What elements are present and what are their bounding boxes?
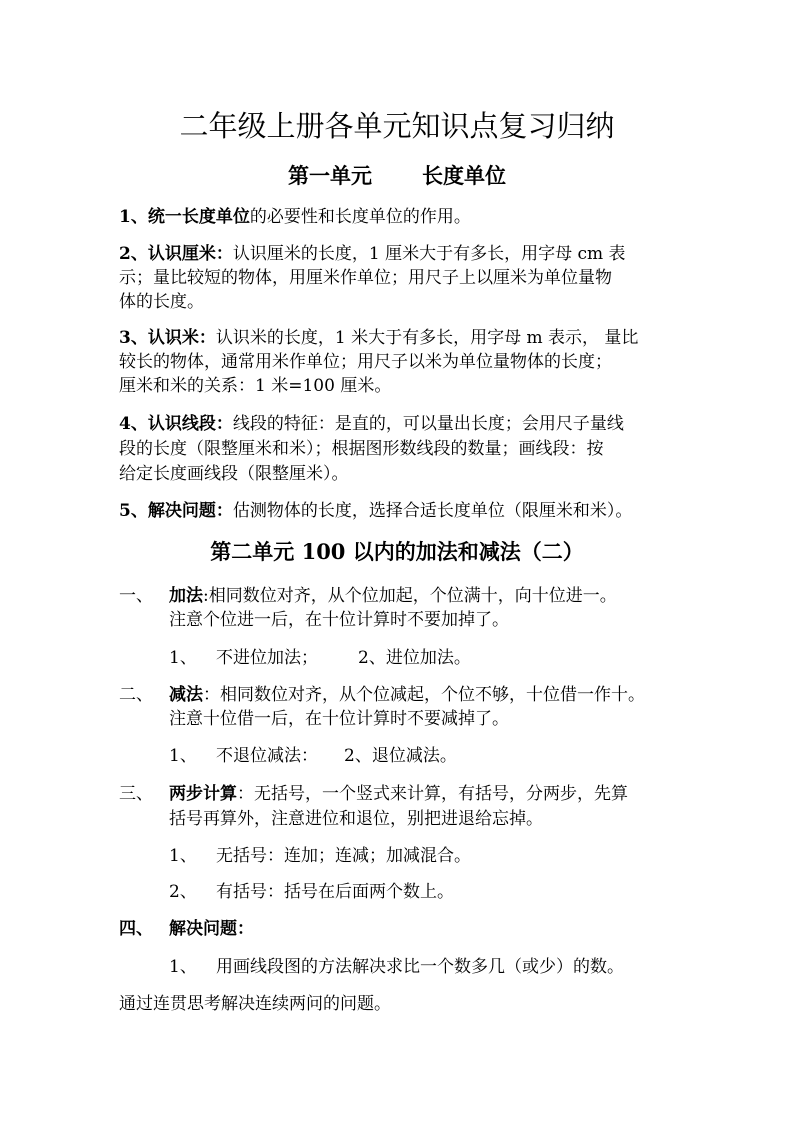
sub-item-b: 2、退位减法。 xyxy=(344,746,457,766)
item-text: 认识厘米的长度，1 厘米大于有多长，用字母 cm 表 xyxy=(232,244,626,264)
item-number: 4、 xyxy=(119,414,148,434)
section-number: 一、 xyxy=(119,586,153,606)
section-1-sub-number: 1、 xyxy=(169,648,197,668)
item-keyword: 认识厘米： xyxy=(147,244,233,264)
section-number: 二、 xyxy=(119,685,153,705)
section-2-line2: 注意十位借一后，在十位计算时不要减掉了。 xyxy=(169,709,509,729)
item-text: 认识米的长度，1 米大于有多长，用字母 m 表示， 量比 xyxy=(215,328,639,348)
item-number: 2、 xyxy=(119,244,148,264)
sub-item-a: 不退位减法： xyxy=(216,746,318,766)
section-2-sub-number: 1、 xyxy=(169,746,197,766)
section-text: :相同数位对齐，从个位加起，个位满十，向十位进一。 xyxy=(203,586,617,606)
section-text: ：无括号，一个竖式来计算，有括号，分两步，先算 xyxy=(237,784,628,804)
unit2-heading: 第二单元 100 以内的加法和减法（二） xyxy=(210,539,584,564)
item-keyword: 解决问题： xyxy=(147,501,233,521)
section-keyword: 减法 xyxy=(169,685,203,705)
unit1-item-4 xyxy=(119,411,624,437)
unit1-item-3-line2: 较长的物体，通常用米作单位；用尺子以米为单位量物体的长度； xyxy=(119,352,612,372)
sub-item-b: 2、进位加法。 xyxy=(358,648,471,668)
item-keyword: 认识线段： xyxy=(147,414,233,434)
section-3-sub2-number: 2、 xyxy=(169,882,197,902)
item-number: 3、 xyxy=(119,328,148,348)
section-4-line1: 解决问题： xyxy=(169,919,254,939)
unit1-heading-number: 第一单元 xyxy=(288,163,372,188)
unit1-item-3-line3: 厘米和米的关系：1 米=100 厘米。 xyxy=(119,376,392,396)
unit1-item-4-line2: 段的长度（限整厘米和米）；根据图形数线段的数量；画线段：按 xyxy=(119,439,604,459)
unit1-item-1 xyxy=(119,204,471,230)
item-number: 1、 xyxy=(119,207,148,227)
document-title: 二年级上册各单元知识点复习归纳 xyxy=(179,109,615,143)
section-number: 四、 xyxy=(119,919,153,939)
section-text: ：相同数位对齐，从个位减起，个位不够，十位借一作十。 xyxy=(203,685,645,705)
unit1-heading xyxy=(0,162,794,190)
section-3-line1 xyxy=(169,781,628,807)
section-1-line2: 注意个位进一后，在十位计算时不要加掉了。 xyxy=(169,610,509,630)
item-text: 的必要性和长度单位的作用。 xyxy=(249,207,471,227)
unit1-item-2 xyxy=(119,241,626,267)
section-2-line1 xyxy=(169,682,645,708)
section-3-line2: 括号再算外，注意进位和退位，别把进退给忘掉。 xyxy=(169,809,543,829)
section-keyword: 加法 xyxy=(169,586,203,606)
section-keyword: 两步计算 xyxy=(169,784,237,804)
unit1-item-5 xyxy=(119,498,632,524)
unit1-item-3 xyxy=(119,325,638,351)
unit2-footer-note: 通过连贯思考解决连续两问的问题。 xyxy=(119,994,391,1014)
unit1-item-2-line3: 体的长度。 xyxy=(119,292,204,312)
item-keyword: 统一长度单位 xyxy=(147,207,250,227)
section-1-sub-text xyxy=(216,645,471,671)
item-number: 5、 xyxy=(119,501,148,521)
section-3-sub2-text: 有括号：括号在后面两个数上。 xyxy=(216,882,454,902)
item-text: 估测物体的长度，选择合适长度单位（限厘米和米）。 xyxy=(232,501,633,521)
item-text: 线段的特征：是直的，可以量出长度；会用尺子量线 xyxy=(232,414,624,434)
sub-item-a: 不进位加法； xyxy=(216,648,318,668)
section-3-sub1-number: 1、 xyxy=(169,846,197,866)
unit1-heading-topic: 长度单位 xyxy=(422,163,506,188)
section-4-sub-text: 用画线段图的方法解决求比一个数多几（或少）的数。 xyxy=(216,957,624,977)
section-3-sub1-text: 无括号：连加；连减；加减混合。 xyxy=(216,846,471,866)
item-keyword: 认识米： xyxy=(147,328,216,348)
unit1-item-2-line2: 示；量比较短的物体，用厘米作单位；用尺子上以厘米为单位量物 xyxy=(119,268,612,288)
section-1-line1 xyxy=(169,583,617,609)
section-2-sub-text xyxy=(216,743,457,769)
unit1-item-4-line3: 给定长度画线段（限整厘米）。 xyxy=(119,464,349,484)
section-4-sub-number: 1、 xyxy=(169,957,197,977)
section-number: 三、 xyxy=(119,784,153,804)
